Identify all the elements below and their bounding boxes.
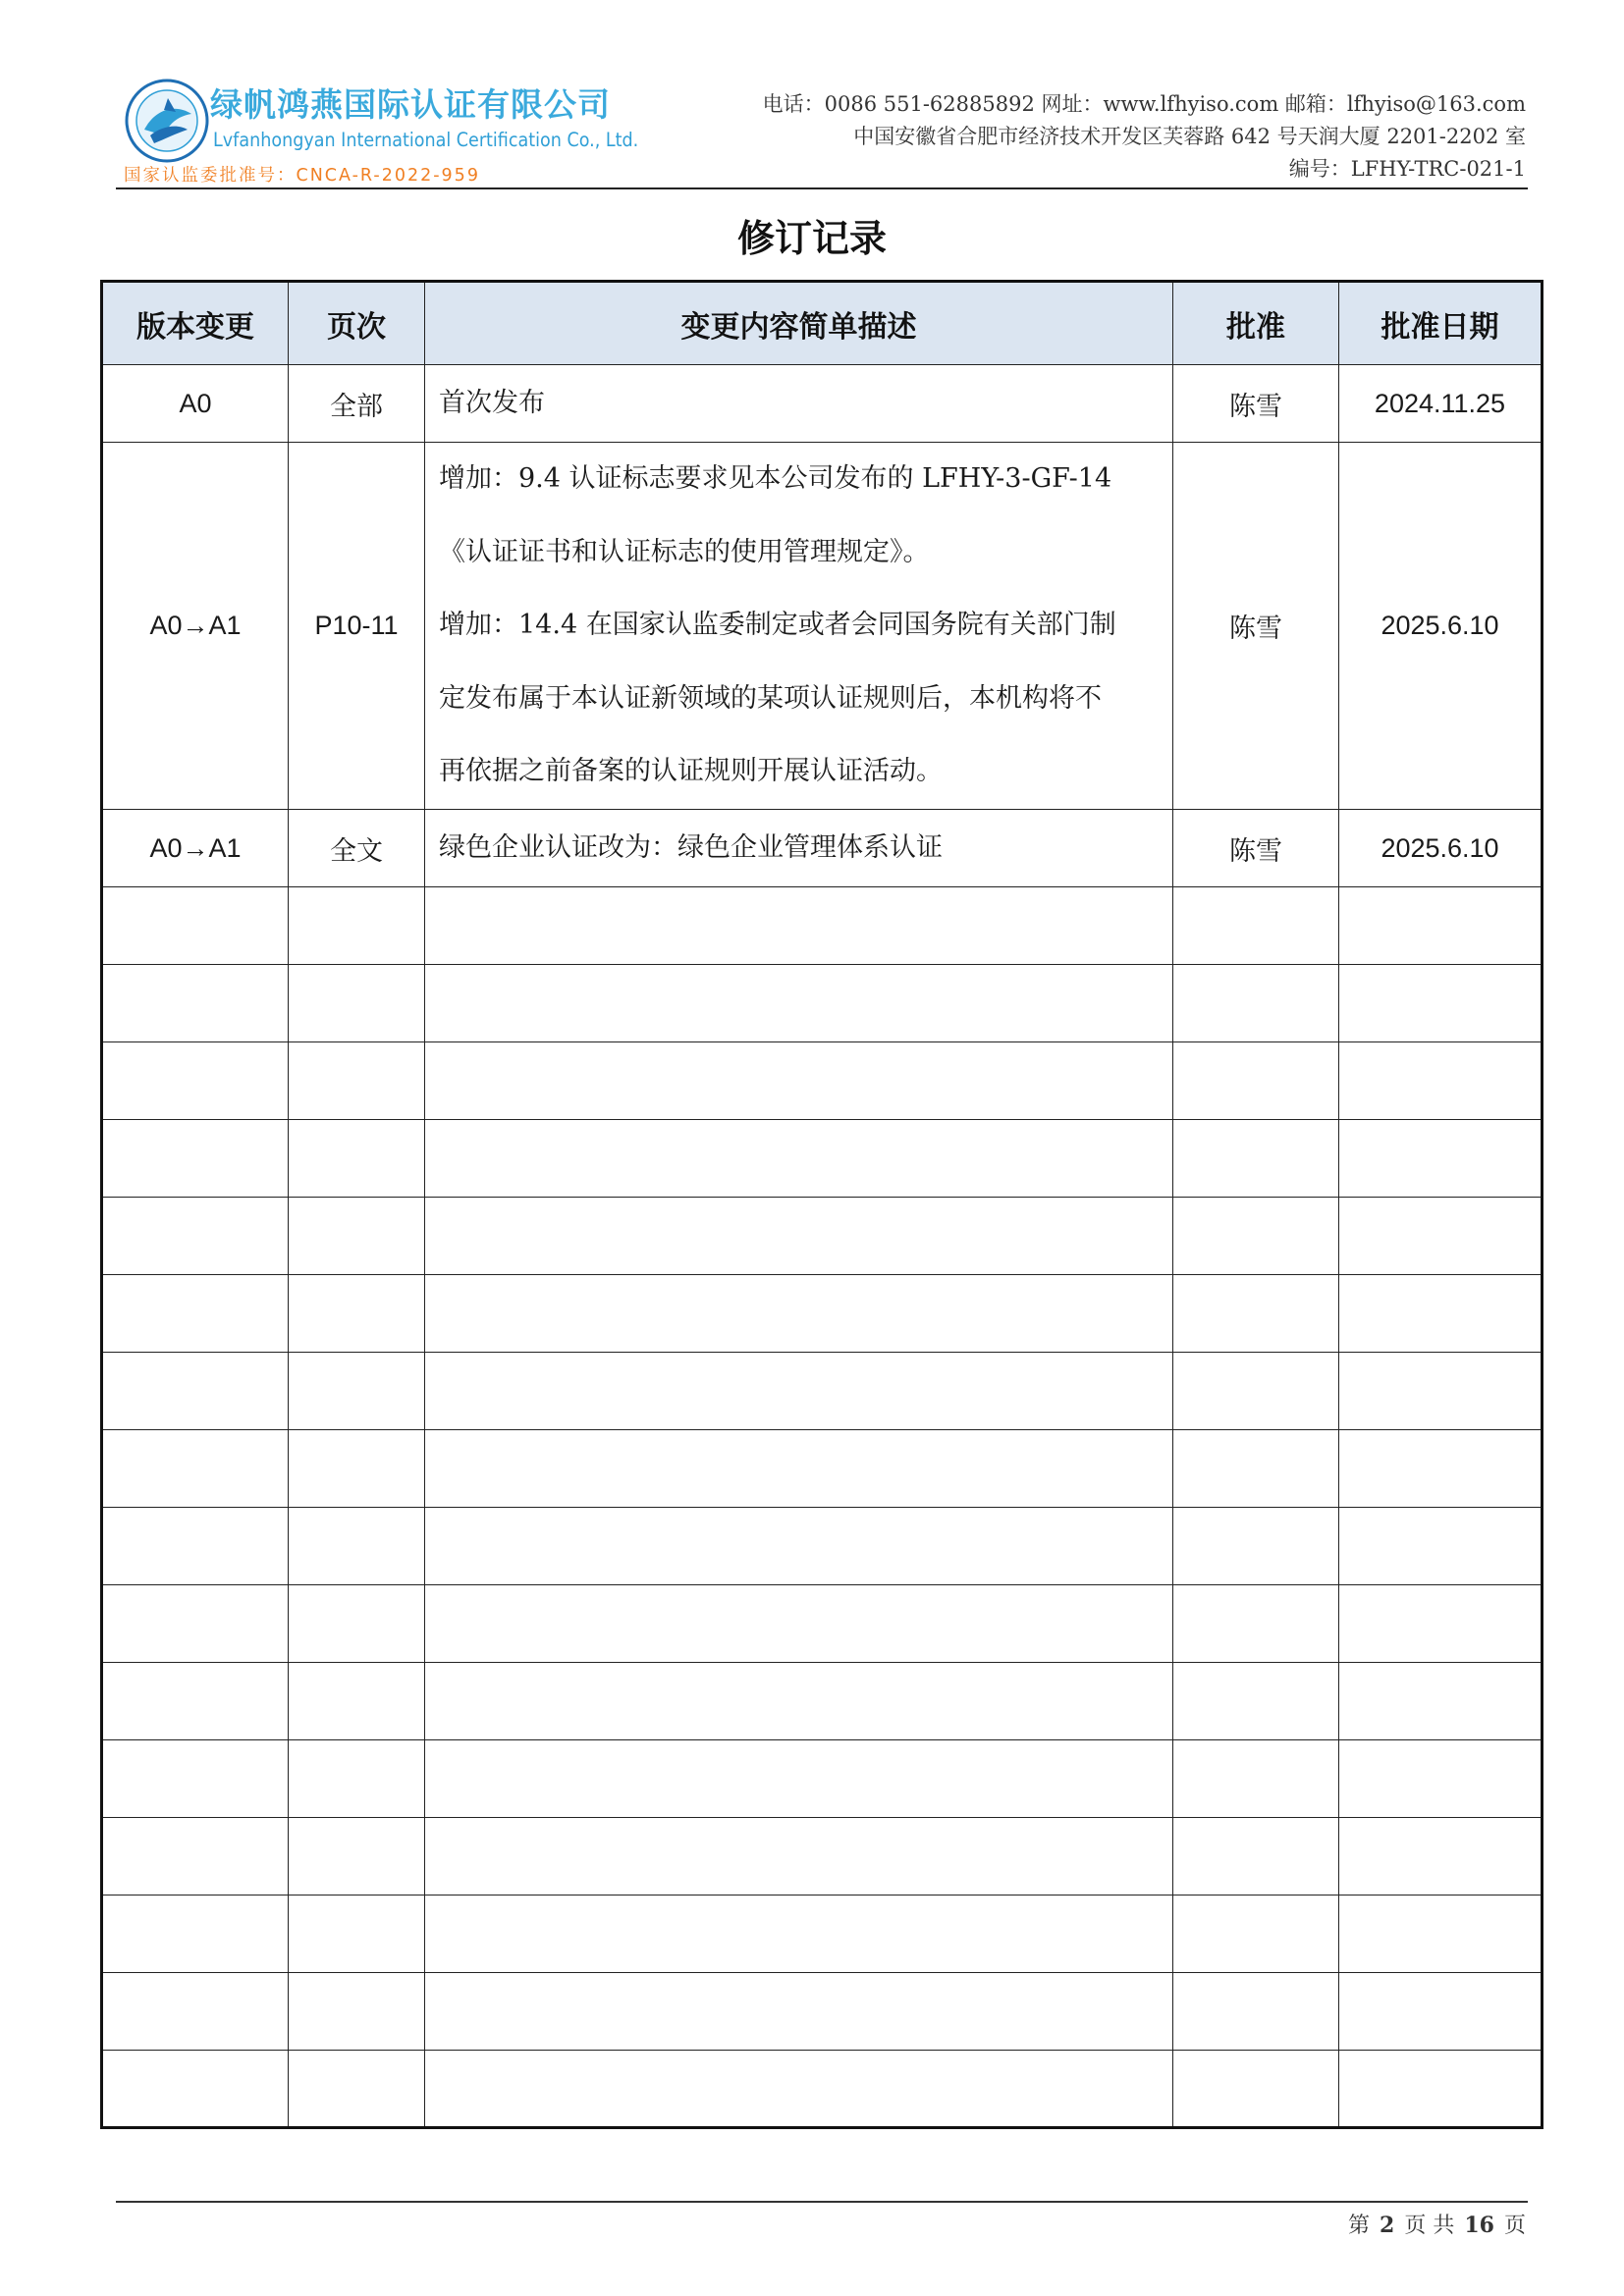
cell-date [1339, 1508, 1543, 1585]
header-divider [116, 187, 1528, 189]
description-line: 绿色企业认证改为：绿色企业管理体系认证 [439, 831, 943, 863]
cell-approver [1173, 965, 1339, 1042]
cell-description [425, 965, 1173, 1042]
table-header-row [102, 282, 1543, 365]
description-line: 定发布属于本认证新领域的某项认证规则后，本机构将不 [439, 682, 1102, 714]
cell-description [425, 1508, 1173, 1585]
table-row [102, 365, 1543, 443]
company-name-cn: 绿帆鸿燕国际认证有限公司 [210, 85, 611, 124]
cell-date [1339, 2051, 1543, 2128]
cell-version [102, 1275, 289, 1353]
page-mid: 页 共 [1404, 2214, 1455, 2238]
cell-description [425, 1353, 1173, 1430]
cell-approver [1173, 887, 1339, 965]
cell-pages [289, 1663, 425, 1740]
cell-approver [1173, 1198, 1339, 1275]
header-description: 变更内容简单描述 [425, 282, 1173, 365]
description-line: 首次发布 [439, 387, 545, 418]
cell-date [1339, 1120, 1543, 1198]
cell-version [102, 1508, 289, 1585]
cell-date [1339, 965, 1543, 1042]
cell-pages: 全部 [289, 365, 425, 443]
cell-pages [289, 1508, 425, 1585]
cell-pages [289, 1353, 425, 1430]
cell-pages: 全文 [289, 810, 425, 887]
cell-version [102, 2051, 289, 2128]
page-current: 2 [1380, 2213, 1395, 2238]
table-row-empty [102, 1818, 1543, 1896]
cell-version [102, 1973, 289, 2051]
table-row [102, 443, 1543, 810]
table-row-empty [102, 1198, 1543, 1275]
page-title: 修订记录 [736, 217, 887, 260]
table-row-empty [102, 1430, 1543, 1508]
cell-description [425, 443, 1173, 810]
cell-version [102, 965, 289, 1042]
cell-date [1339, 1198, 1543, 1275]
cell-description [425, 1430, 1173, 1508]
table-row-empty [102, 1585, 1543, 1663]
description-line: 《认证证书和认证标志的使用管理规定》。 [439, 536, 930, 567]
cell-pages [289, 1740, 425, 1818]
company-logo [120, 75, 639, 187]
cell-version [102, 1120, 289, 1198]
cell-approver [1173, 1430, 1339, 1508]
cell-approver [1173, 1896, 1339, 1973]
cell-version [102, 1198, 289, 1275]
cell-description [425, 887, 1173, 965]
cell-date [1339, 1430, 1543, 1508]
table-row-empty [102, 887, 1543, 965]
cell-approver [1173, 1740, 1339, 1818]
page-suffix: 页 [1503, 2214, 1526, 2238]
cell-pages [289, 1042, 425, 1120]
cell-description [425, 1973, 1173, 2051]
address-line: 中国安徽省合肥市经济技术开发区芙蓉路 642 号天润大厦 2201-2202 室 [853, 125, 1526, 148]
table-row-empty [102, 1896, 1543, 1973]
cell-version: A0→A1 [102, 443, 289, 810]
description-line: 增加：9.4 认证标志要求见本公司发布的 LFHY-3-GF-14 [439, 463, 1112, 495]
contact-line: 电话：0086 551-62885892 网址：www.lfhyiso.com 邮箱：lfhyiso@163.com [762, 92, 1526, 116]
table-row-empty [102, 2051, 1543, 2128]
description-line: 再依据之前备案的认证规则开展认证活动。 [439, 756, 943, 787]
cell-version: A0→A1 [102, 810, 289, 887]
cell-version [102, 1896, 289, 1973]
company-emblem-icon [125, 79, 209, 163]
cell-pages [289, 1973, 425, 2051]
cell-description [425, 1042, 1173, 1120]
cell-pages [289, 1896, 425, 1973]
cell-approver [1173, 1353, 1339, 1430]
cell-date [1339, 1663, 1543, 1740]
cell-approver [1173, 1585, 1339, 1663]
cell-approver: 陈雪 [1173, 810, 1339, 887]
cell-pages [289, 1585, 425, 1663]
cell-date [1339, 1275, 1543, 1353]
table-row-empty [102, 1042, 1543, 1120]
cell-approver [1173, 1275, 1339, 1353]
cell-version [102, 1430, 289, 1508]
cell-date: 2025.6.10 [1339, 810, 1543, 887]
cell-pages [289, 1818, 425, 1896]
cell-description [425, 1585, 1173, 1663]
cell-pages [289, 965, 425, 1042]
cell-version [102, 1042, 289, 1120]
cell-pages [289, 1120, 425, 1198]
table-row-empty [102, 1973, 1543, 2051]
cell-date [1339, 1353, 1543, 1430]
cell-approver [1173, 1663, 1339, 1740]
page-total: 16 [1464, 2213, 1494, 2238]
cell-pages [289, 1430, 425, 1508]
approval-number: 国家认监委批准号：CNCA-R-2022-959 [124, 166, 480, 186]
cell-description [425, 2051, 1173, 2128]
header-version: 版本变更 [102, 282, 289, 365]
cell-description [425, 1818, 1173, 1896]
table-row-empty [102, 965, 1543, 1042]
cell-description [425, 1740, 1173, 1818]
cell-pages [289, 2051, 425, 2128]
cell-approver [1173, 1818, 1339, 1896]
table-row-empty [102, 1740, 1543, 1818]
cell-date [1339, 1896, 1543, 1973]
footer-divider [116, 2201, 1528, 2203]
table-row-empty [102, 1120, 1543, 1198]
cell-description [425, 1275, 1173, 1353]
company-name-en: Lvfanhongyan International Certification Co., Ltd. [213, 129, 639, 151]
page-number [1348, 2209, 1526, 2239]
table-row-empty [102, 1508, 1543, 1585]
table-row-empty [102, 1663, 1543, 1740]
document-number: 编号：LFHY-TRC-021-1 [1288, 157, 1526, 181]
cell-approver: 陈雪 [1173, 365, 1339, 443]
revision-table [100, 280, 1543, 2129]
cell-date [1339, 1042, 1543, 1120]
cell-description [425, 1663, 1173, 1740]
cell-approver [1173, 2051, 1339, 2128]
cell-date [1339, 887, 1543, 965]
cell-pages [289, 1198, 425, 1275]
cell-pages [289, 887, 425, 965]
cell-version [102, 1585, 289, 1663]
cell-description [425, 1896, 1173, 1973]
cell-date [1339, 1740, 1543, 1818]
cell-approver [1173, 1508, 1339, 1585]
cell-date [1339, 1973, 1543, 2051]
cell-version [102, 1740, 289, 1818]
cell-approver [1173, 1042, 1339, 1120]
cell-version [102, 887, 289, 965]
cell-version [102, 1353, 289, 1430]
header-pages: 页次 [289, 282, 425, 365]
page-prefix: 第 [1348, 2214, 1371, 2238]
cell-date [1339, 1585, 1543, 1663]
table-row [102, 810, 1543, 887]
cell-version [102, 1663, 289, 1740]
cell-date: 2024.11.25 [1339, 365, 1543, 443]
description-line: 增加：14.4 在国家认监委制定或者会同国务院有关部门制 [439, 610, 1116, 641]
cell-description [425, 365, 1173, 443]
table-row-empty [102, 1353, 1543, 1430]
header-date: 批准日期 [1339, 282, 1543, 365]
cell-version: A0 [102, 365, 289, 443]
cell-approver [1173, 1120, 1339, 1198]
table-row-empty [102, 1275, 1543, 1353]
cell-description [425, 1120, 1173, 1198]
header-approver: 批准 [1173, 282, 1339, 365]
cell-pages [289, 1275, 425, 1353]
cell-approver [1173, 1973, 1339, 2051]
cell-pages: P10-11 [289, 443, 425, 810]
header-contact-block [763, 88, 1526, 186]
cell-approver: 陈雪 [1173, 443, 1339, 810]
cell-description [425, 810, 1173, 887]
cell-date: 2025.6.10 [1339, 443, 1543, 810]
cell-version [102, 1818, 289, 1896]
cell-date [1339, 1818, 1543, 1896]
cell-description [425, 1198, 1173, 1275]
